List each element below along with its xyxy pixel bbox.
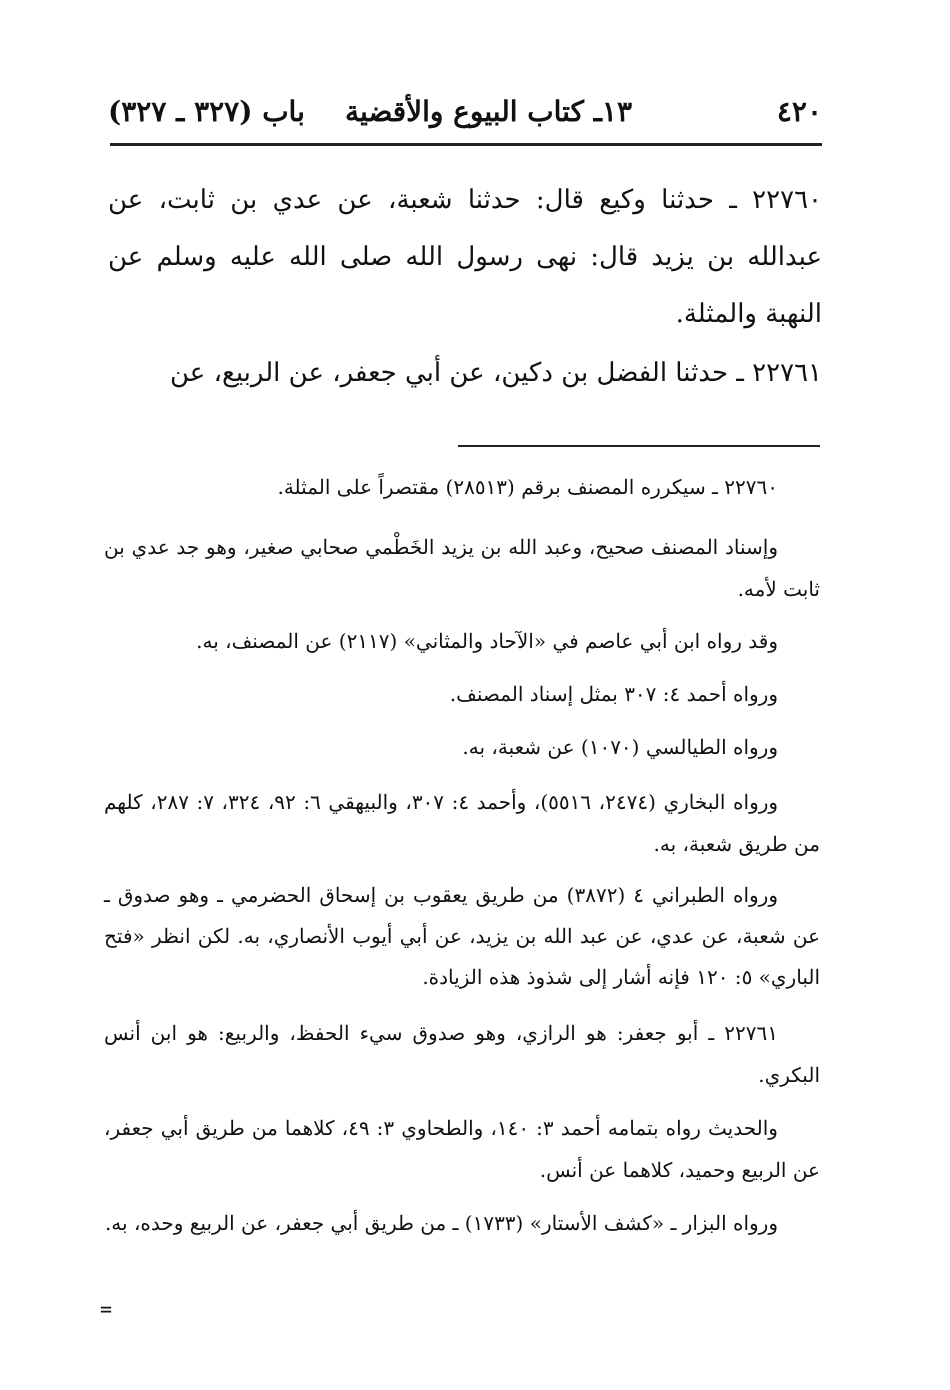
footnote-paragraph: ورواه البزار ـ «كشف الأستار» (١٧٣٣) ـ من طريق أبي جعفر، عن الربيع وحده، به. [104,1211,778,1235]
footnote-paragraph: ورواه الطبراني ٤ (٣٨٧٢) من طريق يعقوب بن إسحاق الحضرمي ـ وهو صدوق ـ عن شعبة، عن عدي، عن عبد الله بن يزيد، عن أبي أيوب الأنصاري، به. لكن انظر «فتح الباري» ٥: ١٢٠ فإنه أشار إلى شذوذ هذه الزيادة. [104,883,820,989]
footnote-paragraph: ورواه البخاري (٢٤٧٤، ٥٥١٦)، وأحمد ٤: ٣٠٧، والبيهقي ٦: ٩٢، ٣٢٤، ٧: ٢٨٧، كلهم من طريق شعبة، به. [104,790,820,856]
footnote-paragraph: وإسناد المصنف صحيح، وعبد الله بن يزيد الخَطْمي صحابي صغير، وهو جد عدي بن ثابت لأمه. [104,535,820,601]
book-title: ١٣ـ كتاب البيوع والأقضية [345,95,632,128]
footnote-paragraph: والحديث رواه بتمامه أحمد ٣: ١٤٠، والطحاوي ٣: ٤٩، كلاهما من طريق أبي جعفر، عن الربيع وحميد، كلاهما عن أنس. [104,1116,820,1182]
footnote-paragraph: ورواه أحمد ٤: ٣٠٧ بمثل إسناد المصنف. [449,682,778,706]
hadith-22760: ٢٢٧٦٠ ـ حدثنا وكيع قال: حدثنا شعبة، عن عدي بن ثابت، عن عبدالله بن يزيد قال: نهى رسول الله صلى الله عليه وسلم عن النهبة والمثلة. [108,185,822,329]
footnote-rule [458,445,820,447]
page-number: ٤٢٠ [776,95,822,128]
footnote-paragraph: وقد رواه ابن أبي عاصم في «الآحاد والمثاني» (٢١١٧) عن المصنف، به. [196,629,778,653]
footnote-paragraph: ٢٢٧٦١ ـ أبو جعفر: هو الرازي، وهو صدوق سيء الحفظ، والربيع: هو ابن أنس البكري. [104,1021,820,1087]
section-label: باب (٣٢٧ ـ ٣٢٧) [108,95,305,128]
hadith-22761: ٢٢٧٦١ ـ حدثنا الفضل بن دكين، عن أبي جعفر، عن الربيع، عن [170,358,822,388]
header-rule [110,143,822,146]
footnote-paragraph: ٢٢٧٦٠ ـ سيكرره المصنف برقم (٢٨٥١٣) مقتصراً على المثلة. [277,475,778,499]
continuation-mark: = [100,1297,113,1321]
footnote-paragraph: ورواه الطيالسي (١٠٧٠) عن شعبة، به. [462,735,778,759]
